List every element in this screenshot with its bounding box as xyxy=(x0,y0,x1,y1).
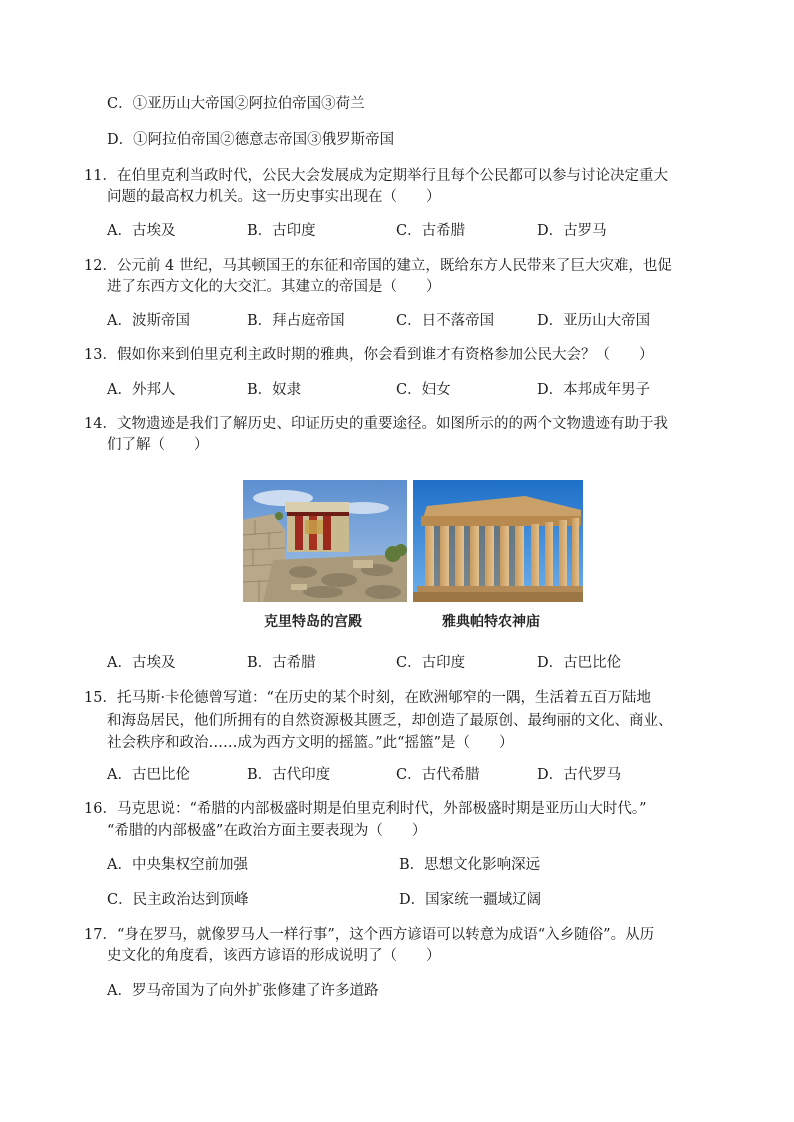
knossos-caption: 克里特岛的宫殿 xyxy=(264,614,362,630)
parthenon-caption: 雅典帕特农神庙 xyxy=(442,614,540,630)
q12-stem-line1: 12．公元前 4 世纪，马其顿国王的东征和帝国的建立，既给东方人民带来了巨大灾难，也促 xyxy=(84,258,672,274)
q11-option-d: D．古罗马 xyxy=(537,223,607,239)
q15-option-d: D．古代罗马 xyxy=(537,767,622,783)
knossos-palace-image xyxy=(243,480,407,602)
q14-option-b: B．古希腊 xyxy=(247,655,316,671)
q15-stem-line3: 社会秩序和政治……成为西方文明的摇篮。”此“摇篮”是（ ） xyxy=(107,735,514,751)
q16-option-a: A．中央集权空前加强 xyxy=(107,857,248,873)
q16-option-d: D．国家统一疆域辽阔 xyxy=(399,892,542,908)
q11-stem-line2: 问题的最高权力机关。这一历史事实出现在（ ） xyxy=(107,189,441,205)
q14-stem-line2: 们了解（ ） xyxy=(107,437,209,453)
q17-stem-line2: 史文化的角度看，该西方谚语的形成说明了（ ） xyxy=(107,948,441,964)
q15-option-b: B．古代印度 xyxy=(247,767,331,783)
q11-stem-line1: 11．在伯里克利当政时代，公民大会发展成为定期举行且每个公民都可以参与讨论决定重大 xyxy=(84,168,668,184)
q16-option-b: B．思想文化影响深远 xyxy=(399,857,541,873)
q16-stem-line2: “希腊的内部极盛”在政治方面主要表现为（ ） xyxy=(107,823,427,839)
q13-stem-line1: 13．假如你来到伯里克利主政时期的雅典，你会看到谁才有资格参加公民大会？（ ） xyxy=(84,347,654,363)
q17-option-a: A．罗马帝国为了向外扩张修建了许多道路 xyxy=(107,983,379,999)
q11-option-c: C．古希腊 xyxy=(396,223,466,239)
q17-stem-line1: 17．“身在罗马，就像罗马人一样行事”，这个西方谚语可以转意为成语“入乡随俗”。从历 xyxy=(84,927,655,943)
q15-option-a: A．古巴比伦 xyxy=(107,767,190,783)
q10-option-d: D．①阿拉伯帝国②德意志帝国③俄罗斯帝国 xyxy=(107,132,395,148)
q13-option-b: B．奴隶 xyxy=(247,382,302,398)
q10-option-c: C．①亚历山大帝国②阿拉伯帝国③荷兰 xyxy=(107,96,365,112)
q13-option-d: D．本邦成年男子 xyxy=(537,382,651,398)
q11-option-b: B．古印度 xyxy=(247,223,316,239)
q14-option-a: A．古埃及 xyxy=(107,655,176,671)
q16-stem-line1: 16．马克思说：“希腊的内部极盛时期是伯里克利时代，外部极盛时期是亚历山大时代。” xyxy=(84,801,647,817)
q15-option-c: C．古代希腊 xyxy=(396,767,480,783)
q12-stem-line2: 进了东西方文化的大交汇。其建立的帝国是（ ） xyxy=(107,279,441,295)
q12-option-c: C．日不落帝国 xyxy=(396,313,495,329)
q12-option-d: D．亚历山大帝国 xyxy=(537,313,651,329)
knossos-palace-photo xyxy=(243,480,407,602)
q15-stem-line1: 15．托马斯·卡伦德曾写道：“在历史的某个时刻，在欧洲郇窄的一隅，生活着五百万陆地 xyxy=(84,690,651,706)
q11-option-a: A．古埃及 xyxy=(107,223,176,239)
q12-option-a: A．波斯帝国 xyxy=(107,313,190,329)
q16-option-c: C．民主政治达到顶峰 xyxy=(107,892,249,908)
q14-option-c: C．古印度 xyxy=(396,655,466,671)
parthenon-photo xyxy=(413,480,583,602)
q14-stem-line1: 14．文物遗迹是我们了解历史、印证历史的重要途径。如图所示的的两个文物遗迹有助于我 xyxy=(84,416,668,432)
q15-stem-line2: 和海岛居民，他们所拥有的自然资源极其匮乏，却创造了最原创、最绚丽的文化、商业、 xyxy=(107,713,673,729)
q12-option-b: B．拜占庭帝国 xyxy=(247,313,345,329)
parthenon-image xyxy=(413,480,583,602)
q14-option-d: D．古巴比伦 xyxy=(537,655,622,671)
q13-option-a: A．外邦人 xyxy=(107,382,176,398)
q13-option-c: C．妇女 xyxy=(396,382,451,398)
